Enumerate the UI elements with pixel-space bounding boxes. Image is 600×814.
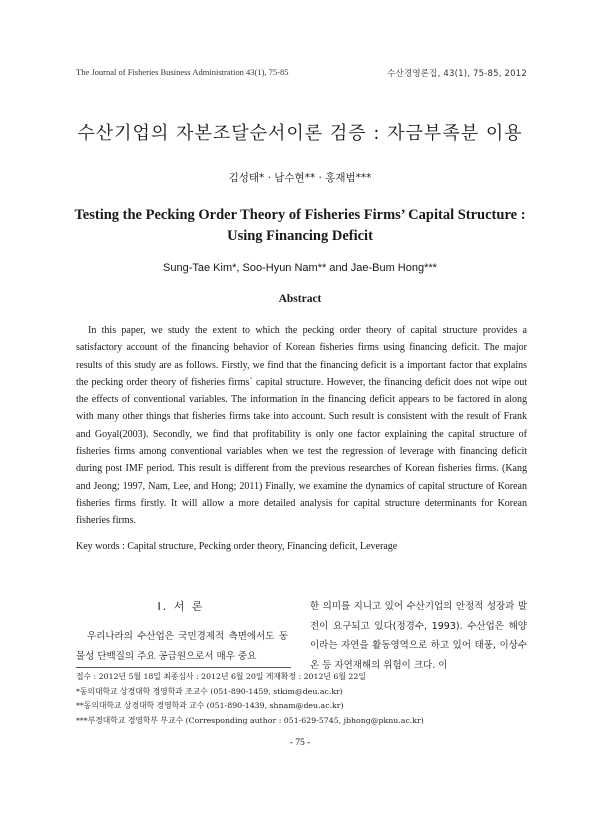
abstract-heading: Abstract xyxy=(278,293,322,305)
running-header-journal: The Journal of Fisheries Business Administration 43(1), 75-85 xyxy=(76,67,289,77)
footnote-author-2: **동의대학교 상경대학 경영학과 교수 (051-890-1439, shnam@deu.ac.kr) xyxy=(76,701,344,710)
english-title-line-2: Using Financing Deficit xyxy=(227,228,373,244)
english-authors: Sung-Tae Kim*, Soo-Hyun Nam** and Jae-Bum Hong*** xyxy=(163,262,437,274)
intro-paragraph-right: 한 의미를 지니고 있어 수산기업의 안정적 성장과 발전이 요구되고 있다(정경수, 1993). 수산업은 해양이라는 자연을 활동영역으로 하고 있어 태풍, 이상수온 등 자연재해의 위험이 크다. 이 xyxy=(310,601,527,671)
page-number: - 75 - xyxy=(289,738,311,748)
footnote-divider xyxy=(76,667,291,668)
running-header-korean: 수산경영론집, 43(1), 75-85, 2012 xyxy=(387,69,527,79)
abstract-text: In this paper, we study the extent to which the pecking order theory of capital structure provides a satisfactory account of the financing behavior of Korean fisheries firms using financing deficit. The major results of this study are as follows. Firstly, we find that the financing deficit is a important factor that explains the pecking order theory of fisheries firms` capital structure. However, the financing deficit does not wipe out the effects of conventional variables. The information in the financing deficit appears to be factored in along with many other things that fisheries firms take into account. Such result is consistent with the result of Frank and Goyal(2003). Secondly, we find that profitability is only one factor explaining the capital structure of fisheries firms among conventional variables when we test the regression of leverage with financing deficit during post IMF period. This result is different from the previous researches of Korean fisheries firms. (Kang and Jeong; 1997, Nam, Lee, and Hong; 2011) Finally, we examine the dynamics of capital structure of Korean fisheries firms firstly. It will allow a more detailed analysis for capital structure determinants for Korean fisheries firms. xyxy=(76,325,527,527)
footnote-received-dates: 접수 : 2012년 5월 18일 최종심사 : 2012년 6월 20일 게재확정 : 2012년 6월 22일 xyxy=(76,672,366,681)
section-heading-introduction: Ⅰ. 서 론 xyxy=(157,600,205,613)
korean-title: 수산기업의 자본조달순서이론 검증 : 자금부족분 이용 xyxy=(77,123,523,144)
footnote-author-1: *동의대학교 상경대학 경영학과 조교수 (051-890-1459, stkim@deu.ac.kr) xyxy=(76,686,343,696)
footnotes xyxy=(76,670,536,728)
korean-authors: 김성태* · 남수현** · 홍재범*** xyxy=(228,172,372,184)
intro-paragraph-left: 우리나라의 수산업은 국민경제적 측면에서도 동물성 단백질의 주요 공급원으로서 매우 중요 xyxy=(76,631,288,662)
footnote-author-3: ***부경대학교 경영학부 부교수 (Corresponding author : 051-629-5745, jbhong@pknu.ac.kr) xyxy=(76,715,424,725)
english-title-line-1: Testing the Pecking Order Theory of Fisheries Firms’ Capital Structure : xyxy=(74,207,526,223)
keywords: Key words : Capital structure, Pecking order theory, Financing deficit, Leverage xyxy=(76,541,398,552)
english-title xyxy=(40,205,560,247)
